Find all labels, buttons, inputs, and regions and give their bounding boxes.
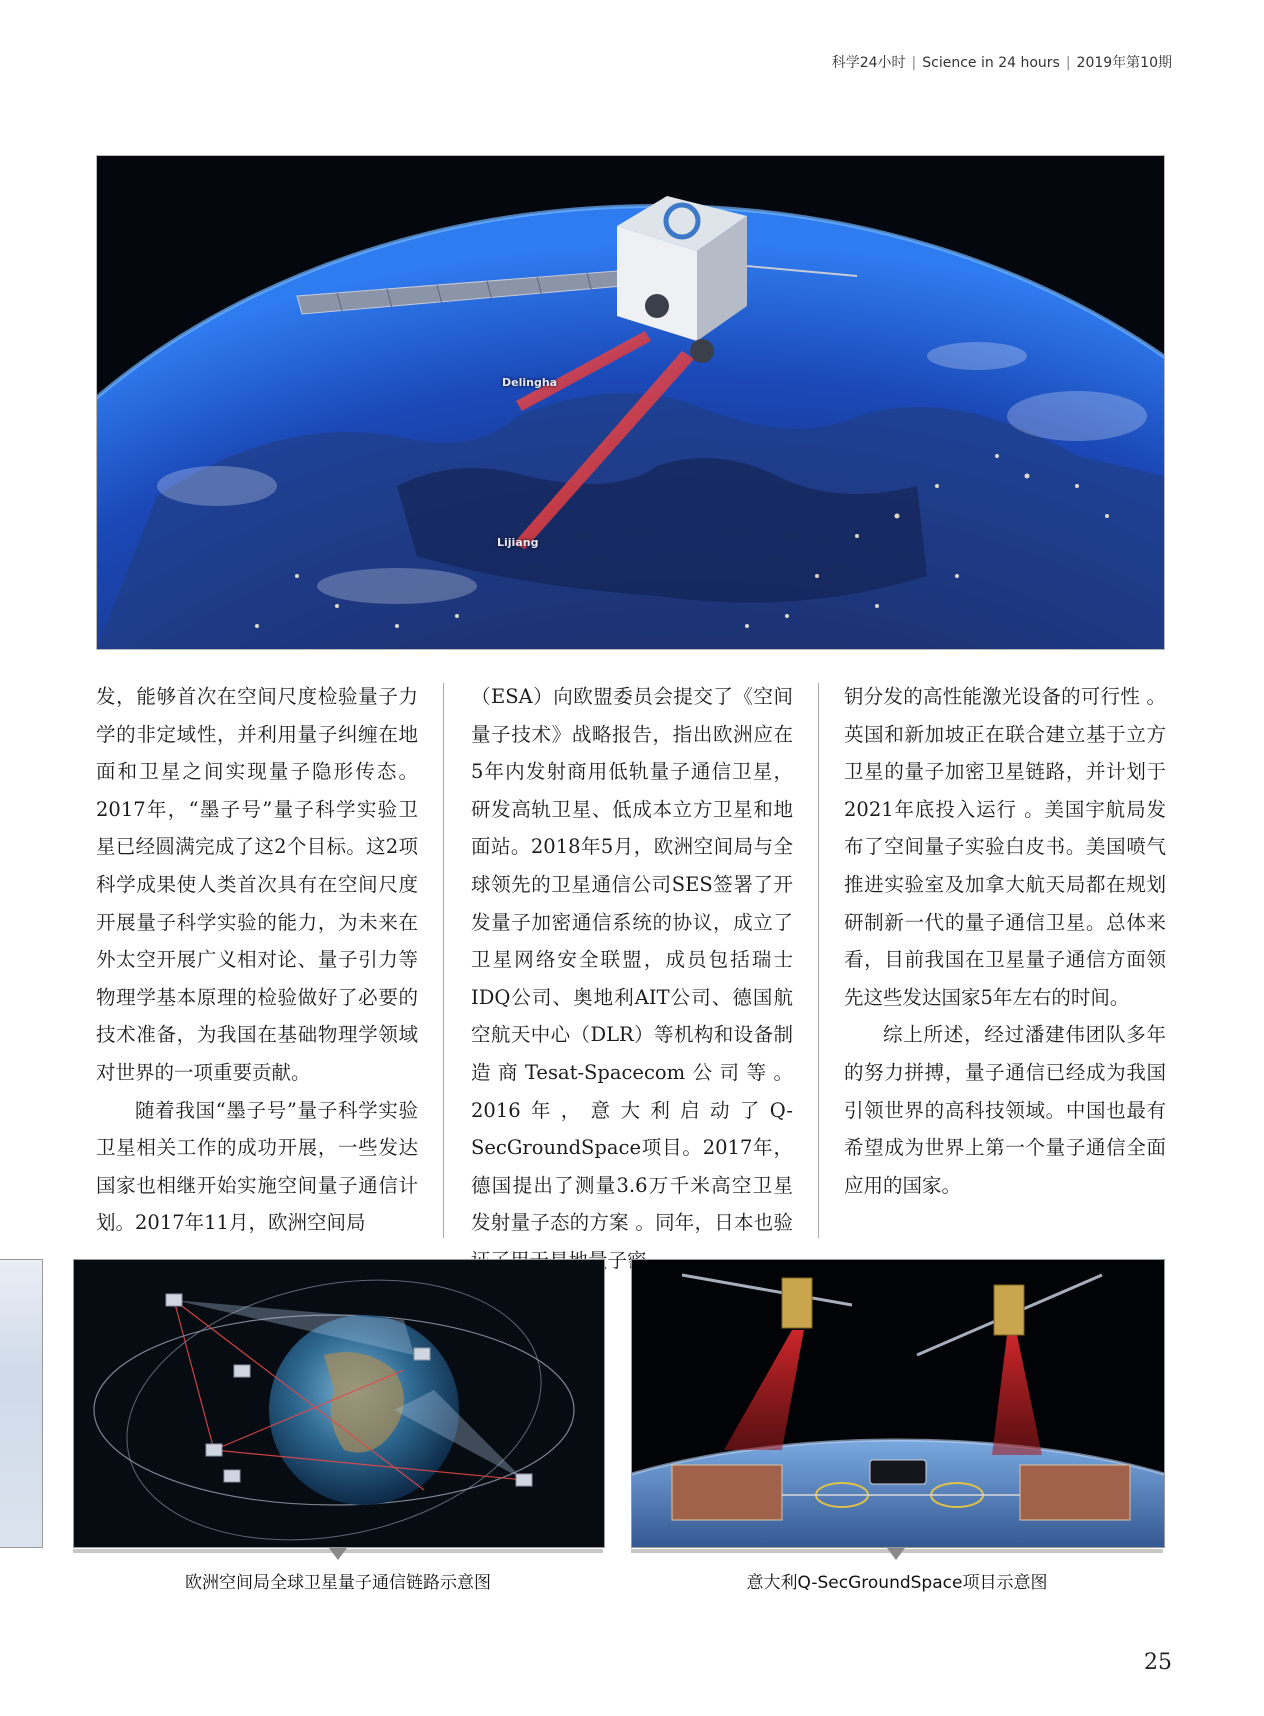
column-divider <box>443 683 444 1238</box>
figure-caption-left: 欧洲空间局全球卫星量子通信链路示意图 <box>185 1573 491 1593</box>
figure-caption-right: 意大利Q-SecGroundSpace项目示意图 <box>746 1573 1048 1593</box>
lijiang-label: Lijiang <box>497 536 539 549</box>
magazine-name: 科学24小时 <box>831 55 906 71</box>
article-column-2 <box>471 678 793 1280</box>
delingha-label: Delingha <box>502 376 558 389</box>
hero-image <box>96 155 1165 650</box>
q-secgroundspace-illustration <box>632 1260 1164 1547</box>
cropped-map-figure <box>0 1259 43 1548</box>
esa-quantum-link-figure <box>73 1259 605 1548</box>
header-separator: | <box>1065 55 1071 71</box>
paragraph: 综上所述，经过潘建伟团队多年的努力拼搏，量子通信已经成为我国引领世界的高科技领域。中国也最有希望成为世界上第一个量子通信全面应用的国家。 <box>844 1023 1166 1197</box>
paragraph: 钥分发的高性能激光设备的可行性 。英国和新加坡正在联合建立基于立方卫星的量子加密卫星链路，并计划于2021年底投入运行 。美国宇航局发布了空间量子实验白皮书。美国喷气推进实验室及加拿大航天局都在规划研制新一代的量子通信卫星。总体来看，目前我国在卫星量子通信方面领先这些发达国家5年左右的时间。 <box>844 685 1166 1009</box>
issue-label: 2019年第10期 <box>1076 55 1172 71</box>
esa-satellite-network-illustration <box>74 1260 604 1547</box>
satellite-earth-illustration <box>97 156 1164 649</box>
header-separator: | <box>911 55 917 71</box>
caption-pointer-icon <box>887 1548 905 1560</box>
caption-pointer-icon <box>329 1548 347 1560</box>
paragraph: 发，能够首次在空间尺度检验量子力学的非定域性，并利用量子纠缠在地面和卫星之间实现量子隐形传态。2017年，“墨子号”量子科学实验卫星已经圆满完成了这2个目标。这2项科学成果使人类首次具有在空间尺度开展量子科学实验的能力，为未来在外太空开展广义相对论、量子引力等物理学基本原理的检验做好了必要的技术准备，为我国在基础物理学领域对世界的一项重要贡献。 <box>96 685 418 1084</box>
paragraph: 随着我国“墨子号”量子科学实验卫星相关工作的成功开展，一些发达国家也相继开始实施空间量子通信计划。2017年11月，欧洲空间局 <box>96 1098 418 1235</box>
page-number: 25 <box>1144 1650 1172 1675</box>
running-header <box>832 52 1172 72</box>
q-secgroundspace-figure <box>631 1259 1165 1548</box>
article-column-3 <box>844 678 1166 1204</box>
magazine-english-name: Science in 24 hours <box>922 55 1060 71</box>
paragraph: （ESA）向欧盟委员会提交了《空间量子技术》战略报告，指出欧洲应在5年内发射商用低轨量子通信卫星，研发高轨卫星、低成本立方卫星和地面站。2018年5月，欧洲空间局与全球领先的卫星通信公司SES签署了开发量子加密通信系统的协议，成立了卫星网络安全联盟，成员包括瑞士IDQ公司、奥地利AIT公司、德国航空航天中心（DLR）等机构和设备制造商Tesat-Spacecom公司等。2016年，意大利启动了Q-SecGroundSpace项目。2017年，德国提出了测量3.6万千米高空卫星发射量子态的方案 。同年，日本也验 量子密 <box>471 685 793 1272</box>
column-divider <box>818 683 819 1238</box>
article-column-1 <box>96 678 418 1242</box>
